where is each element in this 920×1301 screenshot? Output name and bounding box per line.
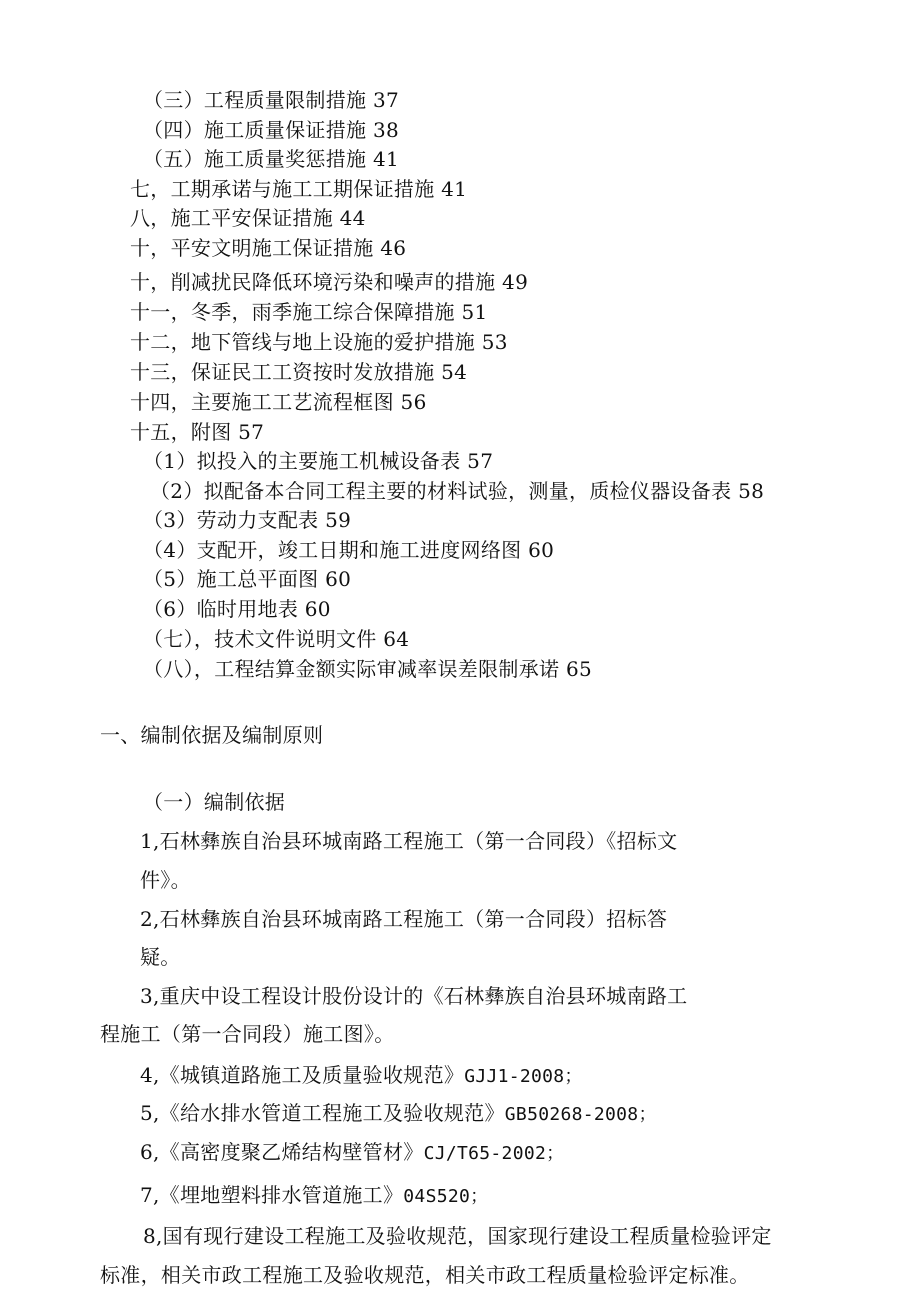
- toc-item: （5）施工总平面图 60: [143, 567, 352, 591]
- section-heading: 一、编制依据及编制原则: [100, 723, 324, 747]
- toc-item: 十，平安文明施工保证措施 46: [130, 236, 407, 260]
- basis-item-1-line1: 1,石林彝族自治县环城南路工程施工（第一合同段）《招标文: [140, 829, 678, 853]
- toc-item: （四）施工质量保证措施 38: [143, 118, 400, 142]
- basis-item-7-text: 7,《埋地塑料排水管道施工》: [140, 1183, 404, 1207]
- toc-item: （三）工程质量限制措施 37: [143, 88, 400, 112]
- basis-item-3-line2: 程施工（第一合同段）施工图》。: [100, 1022, 395, 1046]
- basis-item-3-line1: 3,重庆中设工程设计股份设计的《石林彝族自治县环城南路工: [140, 984, 688, 1008]
- toc-item: 十四，主要施工工艺流程框图 56: [130, 390, 427, 414]
- basis-item-2-line1: 2,石林彝族自治县环城南路工程施工（第一合同段）招标答: [140, 907, 668, 931]
- basis-item-4: [140, 1063, 583, 1089]
- toc-item: （2）拟配备本合同工程主要的材料试验，测量，质检仪器设备表 58: [150, 479, 765, 503]
- toc-item: （1）拟投入的主要施工机械设备表 57: [143, 449, 494, 473]
- basis-item-4-code: GJJ1-2008；: [464, 1066, 583, 1087]
- basis-item-7-code: 04S520；: [403, 1186, 489, 1207]
- basis-item-6-code: CJ/T65-2002；: [423, 1143, 565, 1164]
- basis-item-2-line2: 疑。: [140, 945, 181, 969]
- toc-item: 七，工期承诺与施工工期保证措施 41: [130, 177, 468, 201]
- toc-item: （五）施工质量奖惩措施 41: [143, 147, 400, 171]
- toc-item: 十，削减扰民降低环境污染和噪声的措施 49: [130, 270, 529, 294]
- toc-item: （八），工程结算金额实际审减率误差限制承诺 65: [143, 657, 593, 681]
- section-subheading: （一）编制依据: [143, 790, 286, 814]
- basis-item-5: [140, 1101, 657, 1127]
- basis-item-4-text: 4,《城镇道路施工及质量验收规范》: [140, 1063, 465, 1087]
- basis-item-5-code: GB50268-2008；: [504, 1104, 657, 1125]
- basis-item-1-line2: 件》。: [140, 868, 191, 892]
- toc-item: 八，施工平安保证措施 44: [130, 206, 366, 230]
- basis-item-8-line1: 8,国有现行建设工程施工及验收规范，国家现行建设工程质量检验评定: [143, 1224, 772, 1248]
- basis-item-7: [140, 1183, 488, 1209]
- toc-item: 十二，地下管线与地上设施的爱护措施 53: [130, 330, 508, 354]
- basis-item-5-text: 5,《给水排水管道工程施工及验收规范》: [140, 1101, 505, 1125]
- toc-item: （3）劳动力支配表 59: [143, 508, 352, 532]
- toc-item: （6）临时用地表 60: [143, 597, 331, 621]
- toc-item: 十一，冬季，雨季施工综合保障措施 51: [130, 300, 488, 324]
- toc-item: 十三，保证民工工资按时发放措施 54: [130, 360, 468, 384]
- toc-item: （七），技术文件说明文件 64: [143, 627, 410, 651]
- basis-item-6-text: 6,《高密度聚乙烯结构壁管材》: [140, 1140, 424, 1164]
- toc-item: 十五，附图 57: [130, 420, 265, 444]
- basis-item-6: [140, 1140, 564, 1166]
- basis-item-8-line2: 标准，相关市政工程施工及验收规范，相关市政工程质量检验评定标准。: [100, 1263, 750, 1287]
- toc-item: （4）支配开，竣工日期和施工进度网络图 60: [143, 538, 555, 562]
